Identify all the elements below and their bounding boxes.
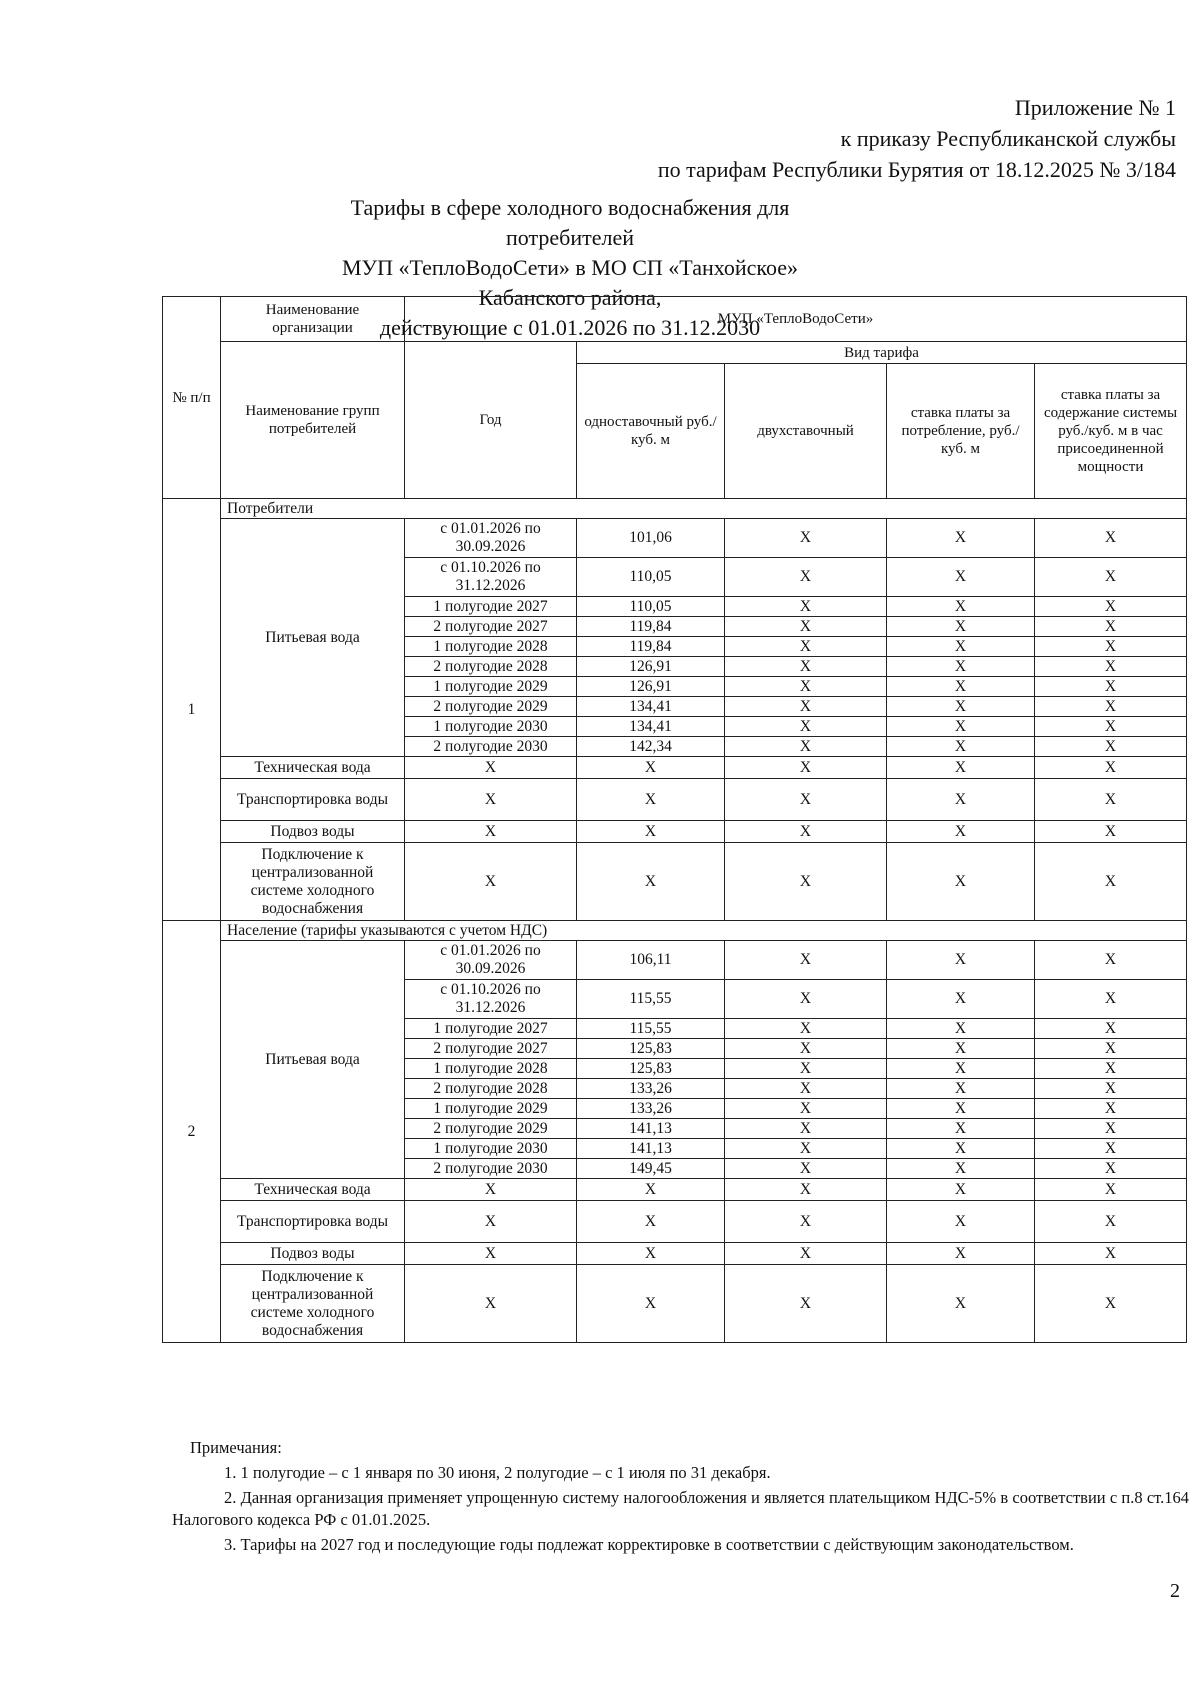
- maintenance-rate-cell: X: [1035, 657, 1187, 677]
- tariff-table-body: [163, 297, 1187, 1343]
- header-tariff-type: Вид тарифа: [577, 342, 1187, 364]
- maintenance-rate-cell: X: [1035, 617, 1187, 637]
- maintenance-rate-cell: X: [1035, 737, 1187, 757]
- maintenance-rate-cell: X: [1035, 697, 1187, 717]
- maintenance-rate-cell: X: [1035, 677, 1187, 697]
- year-cell: X: [405, 821, 577, 843]
- period-cell: 2 полугодие 2030: [405, 1159, 577, 1179]
- section-title: Потребители: [221, 499, 1187, 519]
- period-cell: 2 полугодие 2028: [405, 1079, 577, 1099]
- title-line-3: действующие с 01.01.2026 по 31.12.2030: [379, 315, 761, 340]
- two-rate-cell: X: [725, 1079, 887, 1099]
- table-row: [163, 1179, 1187, 1201]
- single-rate-cell: X: [577, 1243, 725, 1265]
- consumption-rate-cell: X: [887, 1265, 1035, 1343]
- section-title-row: [163, 921, 1187, 941]
- table-row: [163, 519, 1187, 558]
- single-rate-cell: X: [577, 821, 725, 843]
- title-line-2: МУП «ТеплоВодоСети» в МО СП «Танхойское» Кабанского района,: [341, 255, 799, 310]
- period-cell: 2 полугодие 2029: [405, 697, 577, 717]
- period-cell: 1 полугодие 2027: [405, 1019, 577, 1039]
- consumption-rate-cell: X: [887, 597, 1035, 617]
- maintenance-rate-cell: X: [1035, 779, 1187, 821]
- maintenance-rate-cell: X: [1035, 843, 1187, 921]
- two-rate-cell: X: [725, 1099, 887, 1119]
- service-name-cell: Техническая вода: [221, 757, 405, 779]
- service-name-cell: Подключение к централизованной системе холодного водоснабжения: [221, 1265, 405, 1343]
- header-year: Год: [405, 342, 577, 499]
- maintenance-rate-cell: X: [1035, 597, 1187, 617]
- consumption-rate-cell: X: [887, 843, 1035, 921]
- two-rate-cell: X: [725, 558, 887, 597]
- consumption-rate-cell: X: [887, 519, 1035, 558]
- two-rate-cell: X: [725, 1039, 887, 1059]
- two-rate-cell: X: [725, 637, 887, 657]
- consumption-rate-cell: X: [887, 980, 1035, 1019]
- note-item: 1. 1 полугодие – с 1 января по 30 июня, 2 полугодие – с 1 июля по 31 декабря.: [224, 1463, 771, 1482]
- maintenance-rate-cell: X: [1035, 821, 1187, 843]
- consumption-rate-cell: X: [887, 697, 1035, 717]
- two-rate-cell: X: [725, 1201, 887, 1243]
- two-rate-cell: X: [725, 1139, 887, 1159]
- two-rate-cell: X: [725, 1243, 887, 1265]
- two-rate-cell: X: [725, 1119, 887, 1139]
- period-cell: 1 полугодие 2027: [405, 597, 577, 617]
- service-name-cell: Техническая вода: [221, 1179, 405, 1201]
- year-cell: X: [405, 1201, 577, 1243]
- header-num: № п/п: [163, 297, 221, 499]
- table-row: [163, 757, 1187, 779]
- notes: [172, 1437, 1189, 1559]
- consumption-rate-cell: X: [887, 737, 1035, 757]
- note-item: 2. Данная организация применяет упрощенную систему налогообложения и является плательщиком НДС-5% в соответствии с п.8 ст.164 Налогового кодекса РФ с 01.01.2025.: [172, 1488, 1189, 1529]
- single-rate-cell: X: [577, 1265, 725, 1343]
- consumption-rate-cell: X: [887, 657, 1035, 677]
- period-cell: с 01.01.2026 по 30.09.2026: [405, 519, 577, 558]
- period-cell: 1 полугодие 2029: [405, 677, 577, 697]
- year-cell: X: [405, 779, 577, 821]
- section-number: 1: [163, 499, 221, 921]
- drinking-water-label: Питьевая вода: [221, 941, 405, 1179]
- period-cell: 1 полугодие 2029: [405, 1099, 577, 1119]
- single-rate-cell: 133,26: [577, 1079, 725, 1099]
- two-rate-cell: X: [725, 779, 887, 821]
- tariff-table: [162, 296, 1187, 1343]
- period-cell: с 01.01.2026 по 30.09.2026: [405, 941, 577, 980]
- year-cell: X: [405, 1179, 577, 1201]
- consumption-rate-cell: X: [887, 1159, 1035, 1179]
- consumption-rate-cell: X: [887, 677, 1035, 697]
- maintenance-rate-cell: X: [1035, 1019, 1187, 1039]
- two-rate-cell: X: [725, 821, 887, 843]
- two-rate-cell: X: [725, 1159, 887, 1179]
- period-cell: с 01.10.2026 по 31.12.2026: [405, 558, 577, 597]
- consumption-rate-cell: X: [887, 941, 1035, 980]
- header-single-rate: одноставочный руб./ куб. м: [577, 364, 725, 499]
- header-maintenance-rate: ставка платы за содержание системы руб./куб. м в час присоединенной мощности: [1035, 364, 1187, 499]
- single-rate-cell: 141,13: [577, 1119, 725, 1139]
- maintenance-rate-cell: X: [1035, 1099, 1187, 1119]
- single-rate-cell: X: [577, 1179, 725, 1201]
- single-rate-cell: 126,91: [577, 657, 725, 677]
- service-name-cell: Транспортировка воды: [221, 779, 405, 821]
- single-rate-cell: 133,26: [577, 1099, 725, 1119]
- single-rate-cell: 101,06: [577, 519, 725, 558]
- maintenance-rate-cell: X: [1035, 1179, 1187, 1201]
- single-rate-cell: X: [577, 1201, 725, 1243]
- appendix-line-1: Приложение № 1: [1014, 95, 1176, 120]
- consumption-rate-cell: X: [887, 821, 1035, 843]
- maintenance-rate-cell: X: [1035, 558, 1187, 597]
- header-groups: Наименование групп потребителей: [221, 342, 405, 499]
- single-rate-cell: 125,83: [577, 1059, 725, 1079]
- maintenance-rate-cell: X: [1035, 1039, 1187, 1059]
- single-rate-cell: 141,13: [577, 1139, 725, 1159]
- header-consumption-rate: ставка платы за потребление, руб./ куб. м: [887, 364, 1035, 499]
- table-row: [163, 779, 1187, 821]
- table-row: [163, 1201, 1187, 1243]
- maintenance-rate-cell: X: [1035, 1059, 1187, 1079]
- period-cell: 2 полугодие 2027: [405, 617, 577, 637]
- two-rate-cell: X: [725, 843, 887, 921]
- header-org-name-value: МУП «ТеплоВодоСети»: [405, 297, 1187, 342]
- note-item: 3. Тарифы на 2027 год и последующие годы подлежат корректировке в соответствии с действующим законодательством.: [224, 1535, 1074, 1554]
- two-rate-cell: X: [725, 1059, 887, 1079]
- header-two-rate: двухставочный: [725, 364, 887, 499]
- appendix-line-2: к приказу Республиканской службы: [840, 126, 1176, 151]
- consumption-rate-cell: X: [887, 1019, 1035, 1039]
- consumption-rate-cell: X: [887, 558, 1035, 597]
- consumption-rate-cell: X: [887, 1079, 1035, 1099]
- maintenance-rate-cell: X: [1035, 1139, 1187, 1159]
- maintenance-rate-cell: X: [1035, 1079, 1187, 1099]
- period-cell: с 01.10.2026 по 31.12.2026: [405, 980, 577, 1019]
- two-rate-cell: X: [725, 1179, 887, 1201]
- table-row: [163, 1243, 1187, 1265]
- two-rate-cell: X: [725, 717, 887, 737]
- single-rate-cell: X: [577, 757, 725, 779]
- tariff-table-wrapper: [162, 296, 1187, 1343]
- single-rate-cell: 110,05: [577, 558, 725, 597]
- maintenance-rate-cell: X: [1035, 1265, 1187, 1343]
- consumption-rate-cell: X: [887, 1119, 1035, 1139]
- two-rate-cell: X: [725, 980, 887, 1019]
- two-rate-cell: X: [725, 737, 887, 757]
- two-rate-cell: X: [725, 757, 887, 779]
- single-rate-cell: 119,84: [577, 617, 725, 637]
- single-rate-cell: 126,91: [577, 677, 725, 697]
- service-name-cell: Подвоз воды: [221, 821, 405, 843]
- single-rate-cell: 115,55: [577, 1019, 725, 1039]
- year-cell: X: [405, 757, 577, 779]
- maintenance-rate-cell: X: [1035, 1243, 1187, 1265]
- two-rate-cell: X: [725, 519, 887, 558]
- maintenance-rate-cell: X: [1035, 637, 1187, 657]
- period-cell: 1 полугодие 2028: [405, 1059, 577, 1079]
- single-rate-cell: 134,41: [577, 717, 725, 737]
- period-cell: 1 полугодие 2028: [405, 637, 577, 657]
- single-rate-cell: 106,11: [577, 941, 725, 980]
- consumption-rate-cell: X: [887, 1243, 1035, 1265]
- consumption-rate-cell: X: [887, 617, 1035, 637]
- notes-heading: Примечания:: [190, 1438, 282, 1457]
- consumption-rate-cell: X: [887, 1179, 1035, 1201]
- maintenance-rate-cell: X: [1035, 1119, 1187, 1139]
- single-rate-cell: 142,34: [577, 737, 725, 757]
- consumption-rate-cell: X: [887, 1039, 1035, 1059]
- year-cell: X: [405, 1243, 577, 1265]
- two-rate-cell: X: [725, 1265, 887, 1343]
- consumption-rate-cell: X: [887, 1059, 1035, 1079]
- service-name-cell: Подключение к централизованной системе холодного водоснабжения: [221, 843, 405, 921]
- two-rate-cell: X: [725, 941, 887, 980]
- table-row: [163, 843, 1187, 921]
- appendix-header: [658, 92, 1176, 185]
- single-rate-cell: 125,83: [577, 1039, 725, 1059]
- appendix-line-3: по тарифам Республики Бурятия от 18.12.2025 № 3/184: [657, 157, 1176, 182]
- single-rate-cell: 119,84: [577, 637, 725, 657]
- maintenance-rate-cell: X: [1035, 1201, 1187, 1243]
- maintenance-rate-cell: X: [1035, 717, 1187, 737]
- consumption-rate-cell: X: [887, 1099, 1035, 1119]
- year-cell: X: [405, 843, 577, 921]
- maintenance-rate-cell: X: [1035, 980, 1187, 1019]
- consumption-rate-cell: X: [887, 757, 1035, 779]
- two-rate-cell: X: [725, 657, 887, 677]
- two-rate-cell: X: [725, 597, 887, 617]
- title-line-1: Тарифы в сфере холодного водоснабжения для потребителей: [350, 195, 790, 250]
- section-title: Население (тарифы указываются с учетом НДС): [221, 921, 1187, 941]
- maintenance-rate-cell: X: [1035, 1159, 1187, 1179]
- table-row: [163, 941, 1187, 980]
- table-row: [163, 821, 1187, 843]
- drinking-water-label: Питьевая вода: [221, 519, 405, 757]
- single-rate-cell: 110,05: [577, 597, 725, 617]
- two-rate-cell: X: [725, 617, 887, 637]
- two-rate-cell: X: [725, 1019, 887, 1039]
- period-cell: 2 полугодие 2029: [405, 1119, 577, 1139]
- period-cell: 1 полугодие 2030: [405, 717, 577, 737]
- single-rate-cell: 115,55: [577, 980, 725, 1019]
- maintenance-rate-cell: X: [1035, 519, 1187, 558]
- period-cell: 2 полугодие 2030: [405, 737, 577, 757]
- period-cell: 1 полугодие 2030: [405, 1139, 577, 1159]
- table-row: [163, 1265, 1187, 1343]
- period-cell: 2 полугодие 2027: [405, 1039, 577, 1059]
- service-name-cell: Транспортировка воды: [221, 1201, 405, 1243]
- two-rate-cell: X: [725, 697, 887, 717]
- consumption-rate-cell: X: [887, 779, 1035, 821]
- single-rate-cell: 149,45: [577, 1159, 725, 1179]
- service-name-cell: Подвоз воды: [221, 1243, 405, 1265]
- section-number: 2: [163, 921, 221, 1343]
- page-number: 2: [1170, 1580, 1180, 1602]
- maintenance-rate-cell: X: [1035, 757, 1187, 779]
- single-rate-cell: X: [577, 779, 725, 821]
- consumption-rate-cell: X: [887, 1201, 1035, 1243]
- single-rate-cell: X: [577, 843, 725, 921]
- section-title-row: [163, 499, 1187, 519]
- two-rate-cell: X: [725, 677, 887, 697]
- period-cell: 2 полугодие 2028: [405, 657, 577, 677]
- header-org-name-label: Наименование организации: [221, 297, 405, 342]
- single-rate-cell: 134,41: [577, 697, 725, 717]
- consumption-rate-cell: X: [887, 717, 1035, 737]
- maintenance-rate-cell: X: [1035, 941, 1187, 980]
- consumption-rate-cell: X: [887, 1139, 1035, 1159]
- consumption-rate-cell: X: [887, 637, 1035, 657]
- year-cell: X: [405, 1265, 577, 1343]
